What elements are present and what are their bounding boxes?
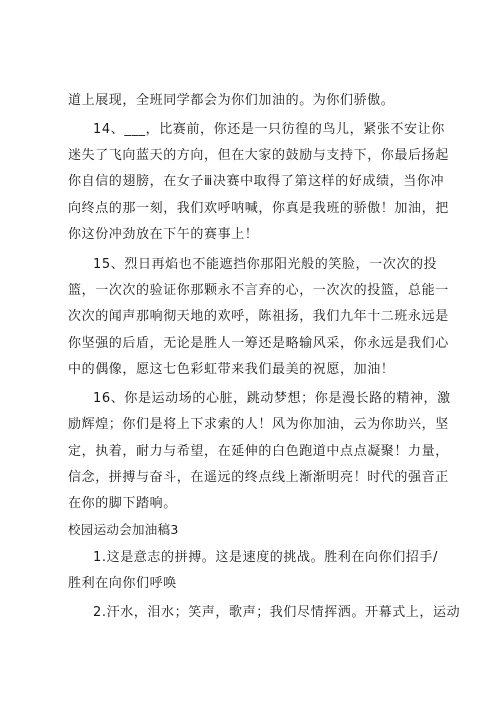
paragraph-line: 次次的闻声那响彻天地的欢呼，陈祖扬，我们九年十二班永远是 <box>68 309 449 324</box>
paragraph-line: 在你的脚下踏响。 <box>68 496 177 511</box>
paragraph-line: 中的偶像，愿这七色彩虹带来我们最美的祝愿，加油！ <box>68 362 395 377</box>
paragraph-line: 你坚强的后盾，无论是胜人一筹还是略输风采，你永远是我们心 <box>68 336 449 351</box>
paragraph-line: 16、你是运动场的心脏，跳动梦想；你是漫长路的精神，激 <box>93 391 451 406</box>
paragraph-line: 迷失了飞向蓝天的方向，但在大家的鼓励与支持下，你最后扬起 <box>68 148 449 163</box>
paragraph-line: 向终点的那一刻，我们欢呼呐喊，你真是我班的骄傲！加油，把 <box>68 201 449 216</box>
paragraph-line: 你这份冲劲放在下午的赛事上！ <box>68 227 259 242</box>
paragraph-line: 励辉煌；你们是将上下求索的人！风为你加油，云为你助兴，坚 <box>68 417 449 432</box>
paragraph-line: 定，执着，耐力与希望，在延伸的白色跑道中点点凝聚！力量， <box>68 444 449 459</box>
paragraph-line: 篮，一次次的验证你那颗永不言弃的心，一次次的投篮，总能一 <box>68 283 449 298</box>
paragraph-line: 信念，拼搏与奋斗，在遥远的终点线上渐渐明亮！时代的强音正 <box>68 470 449 485</box>
paragraph-line: 14、___，比赛前，你还是一只彷徨的鸟儿，紧张不安让你 <box>93 122 445 137</box>
list-item-line: 1.这是意志的拼搏。这是速度的挑战。胜利在向你们招手/ <box>93 550 438 565</box>
section-title: 校园运动会加油稿3 <box>68 522 179 537</box>
paragraph-line: 15、烈日再焰也不能遮挡你那阳光般的笑脸，一次次的投 <box>93 257 438 272</box>
paragraph-line: 道上展现，全班同学都会为你们加油的。为你们骄傲。 <box>68 93 395 108</box>
paragraph-line: 你自信的翅膀，在女子ⅲ决赛中取得了第这样的好成绩，当你冲 <box>68 174 445 189</box>
list-item-line: 2.汗水，泪水；笑声，歌声；我们尽情挥洒。开幕式上，运动 <box>93 605 461 620</box>
list-item-line: 胜利在向你们呼唤 <box>68 576 177 591</box>
